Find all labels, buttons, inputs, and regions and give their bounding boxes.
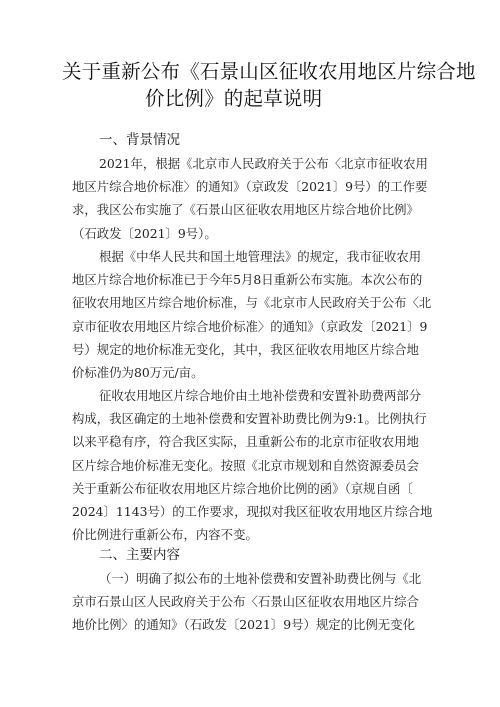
paragraph-main-content-1 xyxy=(72,567,442,637)
paragraph-line: 征收农用地区片综合地价标准，与《北京市人民政府关于公布〈北 xyxy=(72,295,432,311)
paragraph-line: （一）明确了拟公布的土地补偿费和安置补助费比例与《北 xyxy=(99,571,422,586)
paragraph-line: 根据《中华人民共和国土地管理法》的规定，我市征收农用 xyxy=(99,249,422,264)
paragraph-background-1 xyxy=(72,152,442,245)
paragraph-line: 京市征收农用地区片综合地价标准〉的通知》（京政发〔2021〕9 xyxy=(72,318,428,334)
paragraph-line: 2021年，根据《北京市人民政府关于公布〈北京市征收农用 xyxy=(99,156,428,171)
section-heading-background: 一、背景情况 xyxy=(99,132,180,148)
paragraph-line: 求，我区公布实施了《石景山区征收农用地区片综合地价比例》 xyxy=(72,202,419,218)
paragraph-line: 地区片综合地价标准〉的通知》（京政发〔2021〕9号）的工作要 xyxy=(72,179,428,195)
title-line: 关于重新公布《石景山区征收农用地区片综合地 xyxy=(62,60,476,83)
title-line: 价比例》的起草说明 xyxy=(145,87,323,110)
paragraph-line: 2024〕1143号）的工作要求，现拟对我区征收农用地区片综合地 xyxy=(72,503,433,519)
paragraph-background-3 xyxy=(72,384,442,546)
paragraph-line: 价标准仍为80万元/亩。 xyxy=(72,364,204,380)
paragraph-background-2 xyxy=(72,245,442,384)
paragraph-line: 构成，我区确定的土地补偿费和安置补助费比例为9:1。比例执行 xyxy=(72,411,427,427)
paragraph-line: 区片综合地价标准无变化。按照《北京市规划和自然资源委员会 xyxy=(72,457,419,473)
document-title xyxy=(62,58,476,112)
paragraph-line: 关于重新公布征收农用地区片综合地价比例的函》（京规自函〔 xyxy=(72,480,413,496)
paragraph-line: 地价比例〉的通知》（石政发〔2021〕9号）规定的比例无变化 xyxy=(72,617,415,633)
paragraph-line: 地区片综合地价标准已于今年5月8日重新公布实施。本次公布的 xyxy=(72,272,423,288)
paragraph-line: 征收农用地区片综合地价由土地补偿费和安置补助费两部分 xyxy=(99,388,422,403)
section-heading-main-content: 二、主要内容 xyxy=(99,547,180,563)
paragraph-line: 价比例进行重新公布，内容不变。 xyxy=(72,527,258,543)
paragraph-line: 号）规定的地价标准无变化，其中，我区征收农用地区片综合地 xyxy=(72,341,419,357)
paragraph-line: 以来平稳有序，符合我区实际，且重新公布的北京市征收农用地 xyxy=(72,434,419,450)
paragraph-line: 京市石景山区人民政府关于公布〈石景山区征收农用地区片综合 xyxy=(72,594,419,610)
paragraph-line: （石政发〔2021〕9号）。 xyxy=(72,225,217,241)
